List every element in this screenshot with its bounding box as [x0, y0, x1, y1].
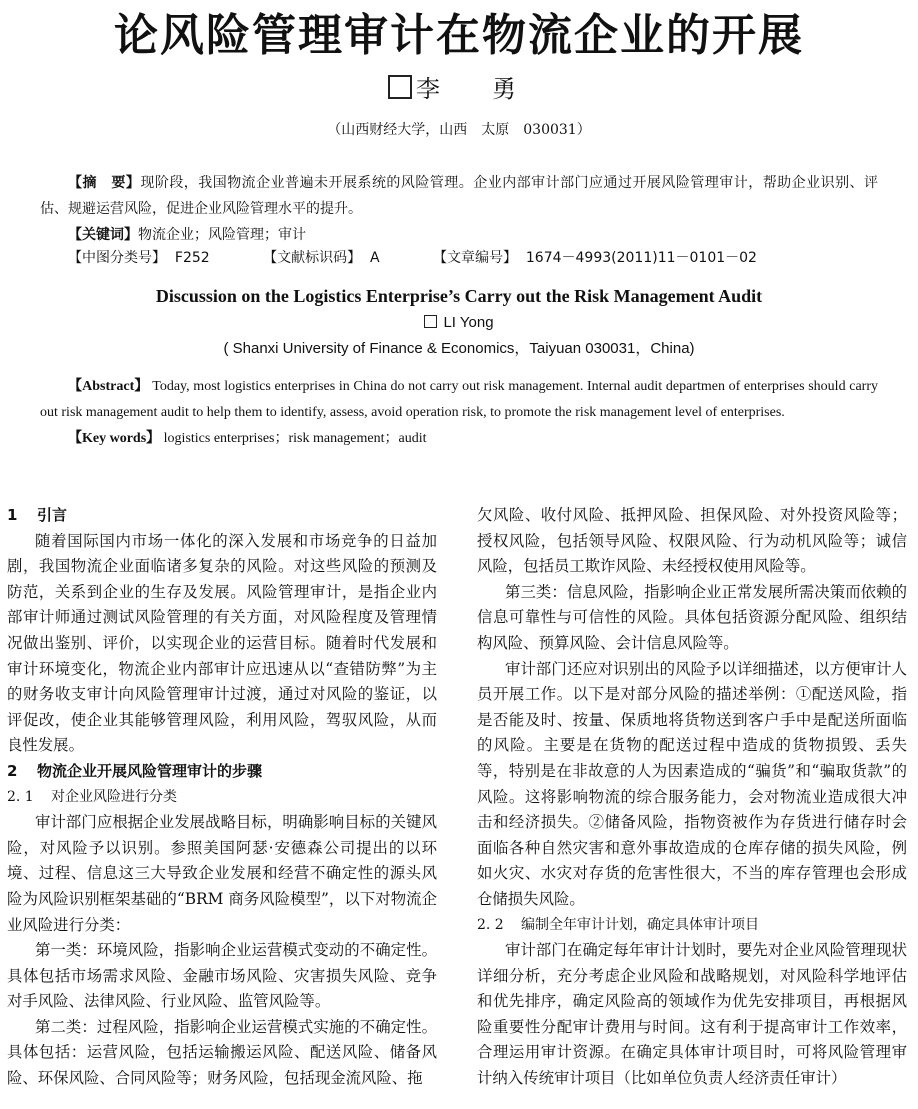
subsection-number: 2. 1 — [7, 788, 34, 805]
chinese-abstract — [40, 170, 878, 248]
subsection-number: 2. 2 — [477, 916, 504, 933]
body-column-left — [7, 503, 437, 1092]
section-heading — [7, 759, 437, 785]
keywords-paragraph — [40, 426, 878, 452]
section-title: 物流企业开展风险管理审计的步骤 — [37, 761, 263, 780]
english-author-line — [0, 312, 918, 334]
abstract-paragraph — [40, 170, 878, 222]
abstract-text: Today, most logistics enterprises in China do not carry out risk management. Internal audit departmen of enterprises should carry out risk management audit to help them to identify, assess, avoid operation risk, to promote the risk management level of enterprises. — [40, 379, 878, 420]
abstract-label: 【摘 要】 — [68, 175, 141, 191]
subsection-heading — [7, 785, 437, 811]
subsection-heading — [477, 913, 907, 939]
body-paragraph: 审计部门应根据企业发展战略目标，明确影响目标的关键风险，对风险予以识别。参照美国阿瑟·安德森公司提出的以环境、过程、信息这三大导致企业发展和经营不确定性的源头风险为风险识别框架基础的“BRM 商务风险模型”，以下对物流企业风险进行分类： — [7, 813, 437, 934]
abstract-paragraph — [40, 374, 878, 426]
english-title: Discussion on the Logistics Enterprise’s Carry out the Risk Management Audit — [155, 286, 763, 306]
doc-code-value: A — [370, 250, 380, 266]
body-paragraph: 第一类：环境风险，指影响企业运营模式变动的不确定性。具体包括市场需求风险、金融市场风险、灾害损失风险、竞争对手风险、法律风险、行业风险、监管风险等。 — [7, 941, 437, 1011]
english-author: LI Yong — [443, 314, 494, 331]
abstract-label: 【Abstract】 — [68, 379, 149, 394]
body-paragraph: 欠风险、收付风险、抵押风险、担保风险、对外投资风险等；授权风险，包括领导风险、权限风险、行为动机风险等；诚信风险，包括员工欺诈风险、未经授权使用风险等。 — [477, 506, 907, 576]
paper-title: 论风险管理审计在物流企业的开展 — [114, 10, 804, 61]
affiliation: （山西财经大学，山西 太原 030031） — [327, 122, 591, 138]
author-box-icon — [388, 75, 412, 99]
body-paragraph: 审计部门还应对识别出的风险予以详细描述，以方便审计人员开展工作。以下是对部分风险的描述举例：①配送风险，指是否能及时、按量、保质地将货物送到客户手中是配送所面临的风险。主要是在货物的配送过程中造成的货物损毁、丢失等，特别是在非故意的人为因素造成的“骗货”和“骗取货款”的风险。这将影响物流的综合服务能力，会对物流业造成很大冲击和经济损失。②储备风险，指物资被作为存货进行储存时会面临各种自然灾害和意外事故造成的仓库存储的损失风险，例如火灾、水灾对存货的危害性很大，不当的库存管理也会形成仓储损失风险。 — [477, 659, 907, 908]
clc-label: 【中图分类号】 — [68, 250, 166, 266]
section-number: 1 — [7, 506, 18, 524]
section-title: 引言 — [37, 506, 68, 524]
clc-value: F252 — [174, 250, 210, 266]
subsection-title: 编制全年审计计划，确定具体审计项目 — [521, 916, 759, 933]
abstract-text: 现阶段，我国物流企业普遍未开展系统的风险管理。企业内部审计部门应通过开展风险管理审计，帮助企业识别、评估、规避运营风险，促进企业风险管理水平的提升。 — [40, 175, 879, 217]
section-number: 2 — [7, 761, 18, 780]
body-paragraph: 审计部门在确定每年审计计划时，要先对企业风险管理现状详细分析，充分考虑企业风险和战略规划，对风险科学地评估和优先排序，确定风险高的领域作为优先安排项目，再根据风险重要性分配审计费用与时间。这有利于提高审计工作效率，合理运用审计资源。在确定具体审计项目时，可将风险管理审计纳入传统审计项目（比如单位负责人经济责任审计） — [477, 941, 907, 1088]
author-name: 李 勇 — [416, 75, 530, 103]
body-paragraph: 第二类：过程风险，指影响企业运营模式实施的不确定性。具体包括：运营风险，包括运输搬运风险、配送风险、储备风险、环保风险、合同风险等；财务风险，包括现金流风险、拖 — [7, 1017, 437, 1088]
english-affiliation: ( Shanxi University of Finance & Economics，Taiyuan 030031，China) — [223, 340, 695, 357]
article-no-value: 1674－4993(2011)11－0101－02 — [525, 250, 757, 266]
section-heading — [7, 503, 437, 529]
article-no-label: 【文章编号】 — [432, 250, 517, 266]
keywords-text: logistics enterprises；risk management；audit — [160, 431, 427, 446]
english-abstract — [40, 374, 878, 452]
body-column-right — [477, 503, 907, 1092]
body-paragraph: 随着国际国内市场一体化的深入发展和市场竞争的日益加剧，我国物流企业面临诸多复杂的风险。对这些风险的预测及防范，关系到企业的生存及发展。风险管理审计，是指企业内部审计师通过测试风险管理的有关方面，对风险程度及管理情况做出鉴别、评价，以实现企业的运营目标。随着时代发展和审计环境变化，物流企业内部审计应迅速从以“查错防弊”为主的财务收支审计向风险管理审计过渡，通过对风险的鉴证，以评促改，使企业其能够管理风险，利用风险，驾驭风险，从而良性发展。 — [7, 531, 437, 755]
keywords-label: 【关键词】 — [68, 227, 138, 243]
doc-code-label: 【文献标识码】 — [263, 250, 362, 266]
classification-row — [68, 247, 757, 269]
keywords-label: 【Key words】 — [68, 431, 161, 446]
author-line — [0, 74, 918, 104]
keywords-paragraph — [40, 222, 878, 248]
keywords-text: 物流企业；风险管理；审计 — [138, 227, 306, 243]
subsection-title: 对企业风险进行分类 — [51, 788, 177, 805]
author-box-icon — [424, 315, 437, 328]
body-paragraph: 第三类：信息风险，指影响企业正常发展所需决策而依赖的信息可靠性与可信性的风险。具体包括资源分配风险、组织结构风险、预算风险、会计信息风险等。 — [477, 582, 907, 652]
